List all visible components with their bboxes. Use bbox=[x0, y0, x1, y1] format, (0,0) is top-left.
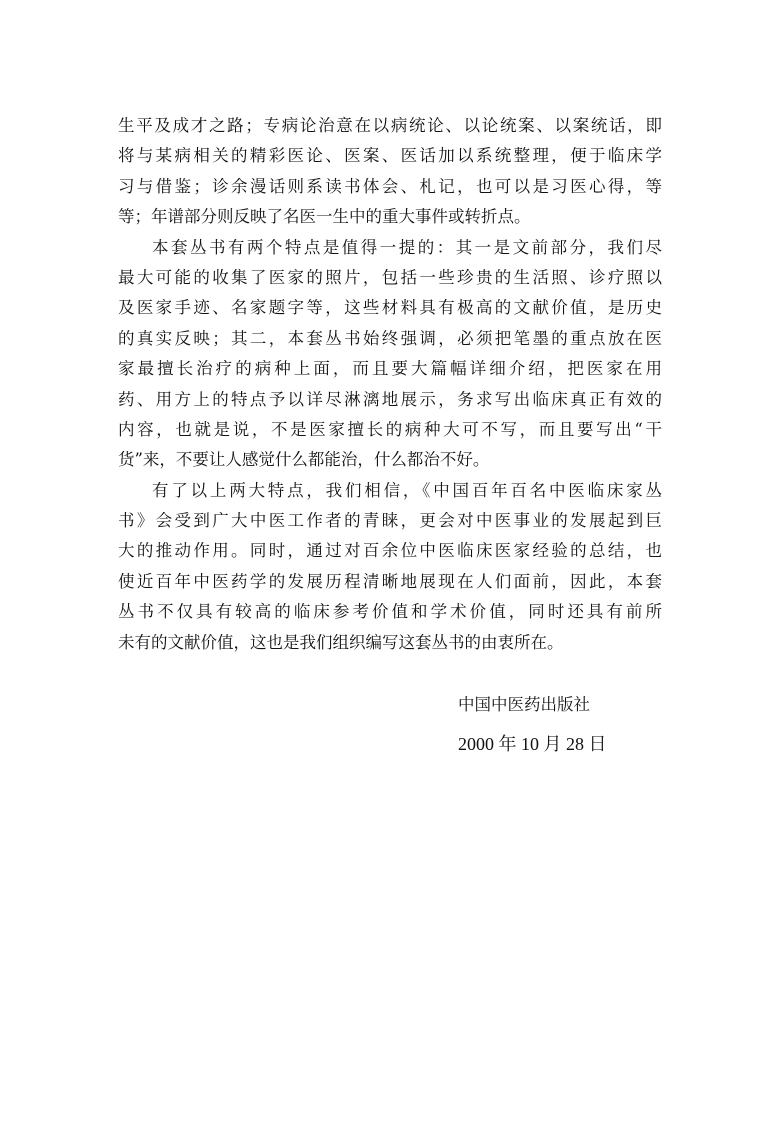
publisher-name: 中国中医药出版社 bbox=[458, 695, 590, 714]
text-line: 最大可能的收集了医家的照片，包括一些珍贵的生活照、诊疗照以 bbox=[118, 267, 662, 287]
paragraph bbox=[118, 476, 662, 658]
paragraph bbox=[118, 233, 662, 476]
text-line: 丛书不仅具有较高的临床参考价值和学术价值，同时还具有前所 bbox=[118, 602, 662, 622]
text-line: 未有的文献价值，这也是我们组织编写这套丛书的由衷所在。 bbox=[118, 632, 564, 652]
text-line: 将与某病相关的精彩医论、医案、医话加以系统整理，便于临床学 bbox=[118, 146, 662, 166]
text-line: 药、用方上的特点予以详尽淋漓地展示，务求写出临床真正有效的 bbox=[118, 389, 662, 409]
body-text bbox=[118, 111, 662, 658]
text-line: 的真实反映；其二，本套丛书始终强调，必须把笔墨的重点放在医 bbox=[118, 328, 662, 348]
text-line: 有了以上两大特点，我们相信，《中国百年百名中医临床家丛 bbox=[152, 480, 662, 500]
text-line: 大的推动作用。同时，通过对百余位中医临床医家经验的总结，也 bbox=[118, 541, 662, 561]
text-line: 生平及成才之路；专病论治意在以病统论、以论统案、以案统话，即 bbox=[118, 116, 662, 135]
text-line: 及医家手迹、名家题字等，这些材料具有极高的文献价值，是历史 bbox=[118, 298, 662, 318]
text-line: 本套丛书有两个特点是值得一提的：其一是文前部分，我们尽 bbox=[152, 237, 662, 257]
publication-date: 2000 年 10 月 28 日 bbox=[458, 734, 607, 754]
text-line: 书》会受到广大中医工作者的青睐，更会对中医事业的发展起到巨 bbox=[118, 511, 662, 531]
text-line: 内容，也就是说，不是医家擅长的病种大可不写，而且要写出“干 bbox=[118, 419, 662, 439]
paragraph bbox=[118, 111, 662, 233]
text-line: 等；年谱部分则反映了名医一生中的重大事件或转折点。 bbox=[118, 207, 531, 227]
text-line: 习与借鉴；诊余漫话则系读书体会、札记，也可以是习医心得，等 bbox=[118, 176, 662, 196]
text-line: 使近百年中医药学的发展历程清晰地展现在人们面前，因此，本套 bbox=[118, 571, 662, 591]
text-line: 货”来，不要让人感觉什么都能治，什么都治不好。 bbox=[118, 450, 490, 470]
text-line: 家最擅长治疗的病种上面，而且要大篇幅详细介绍，把医家在用 bbox=[118, 359, 662, 379]
